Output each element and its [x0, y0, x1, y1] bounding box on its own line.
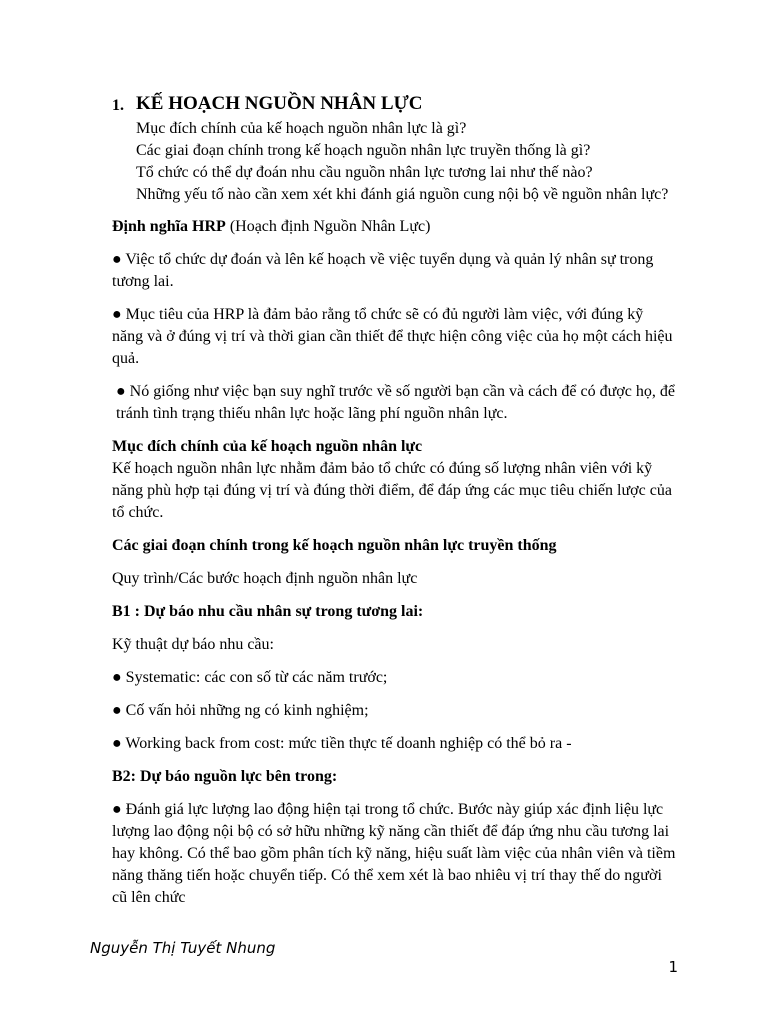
section-title: KẾ HOẠCH NGUỒN NHÂN LỰC: [136, 93, 423, 114]
b1-bullet: ● Working back from cost: mức tiền thực tế doanh nghiệp có thể bỏ ra -: [112, 735, 572, 752]
question-item: Mục đích chính của kế hoạch nguồn nhân lực là gì?: [136, 120, 467, 137]
definition-bullet: ● Việc tổ chức dự đoán và lên kế hoạch về việc tuyển dụng và quản lý nhân sự trong tương lai.: [112, 251, 654, 290]
definition-bullet: ● Nó giống như việc bạn suy nghĩ trước về số người bạn cần và cách để có được họ, để tránh tình trạng thiếu nhân lực hoặc lãng phí nguồn nhân lực.: [116, 383, 675, 422]
b2-text: ● Đánh giá lực lượng lao động hiện tại trong tổ chức. Bước này giúp xác định liệu lực lượng lao động nội bộ có sở hữu những kỹ năng cần thiết để đáp ứng nhu cầu tương lai hay không. Có thể bao gồm phân tích kỹ năng, hiệu suất làm việc của nhân viên và tiềm năng thăng tiến hoặc chuyển tiếp. Có thể xem xét là bao nhiêu vị trí thay thế do người cũ lên chức: [112, 801, 676, 906]
b2-heading: B2: Dự báo nguồn lực bên trong:: [112, 768, 338, 785]
page-number: 1: [668, 958, 678, 976]
question-item: Những yếu tố nào cần xem xét khi đánh giá nguồn cung nội bộ về nguồn nhân lực?: [136, 186, 669, 203]
b1-heading: B1 : Dự báo nhu cầu nhân sự trong tương lai:: [112, 603, 424, 620]
b1-intro: Kỹ thuật dự báo nhu cầu:: [112, 636, 274, 653]
purpose-heading: Mục đích chính của kế hoạch nguồn nhân lực: [112, 438, 423, 455]
section-heading: [112, 92, 678, 118]
definition-label-suffix: (Hoạch định Nguồn Nhân Lực): [225, 218, 431, 235]
document-body: [112, 92, 678, 920]
purpose-section: [112, 436, 678, 524]
section-number: 1.: [112, 97, 124, 114]
definition-heading: [112, 216, 678, 238]
process-label: Quy trình/Các bước hoạch định nguồn nhân lực: [112, 570, 418, 587]
b1-bullet: ● Systematic: các con số từ các năm trước;: [112, 669, 388, 686]
footer-author: Nguyễn Thị Tuyết Nhung: [90, 939, 276, 957]
purpose-text: Kế hoạch nguồn nhân lực nhằm đảm bảo tổ chức có đúng số lượng nhân viên với kỹ năng phù hợp tại đúng vị trí và đúng thời điểm, để đáp ứng các mục tiêu chiến lược của tổ chức.: [112, 460, 672, 521]
b1-bullet: ● Cố vấn hỏi những ng có kinh nghiệm;: [112, 702, 369, 719]
question-item: Các giai đoạn chính trong kế hoạch nguồn nhân lực truyền thống là gì?: [136, 142, 591, 159]
definition-label: Định nghĩa HRP: [112, 218, 226, 235]
stages-heading: Các giai đoạn chính trong kế hoạch nguồn nhân lực truyền thống: [112, 537, 557, 554]
definition-bullet: ● Mục tiêu của HRP là đảm bảo rằng tổ chức sẽ có đủ người làm việc, với đúng kỹ năng và ở đúng vị trí và thời gian cần thiết để thực hiện công việc của họ một cách hiệu quả.: [112, 306, 673, 367]
question-item: Tổ chức có thể dự đoán nhu cầu nguồn nhân lực tương lai như thế nào?: [136, 164, 593, 181]
question-list: [112, 118, 678, 206]
